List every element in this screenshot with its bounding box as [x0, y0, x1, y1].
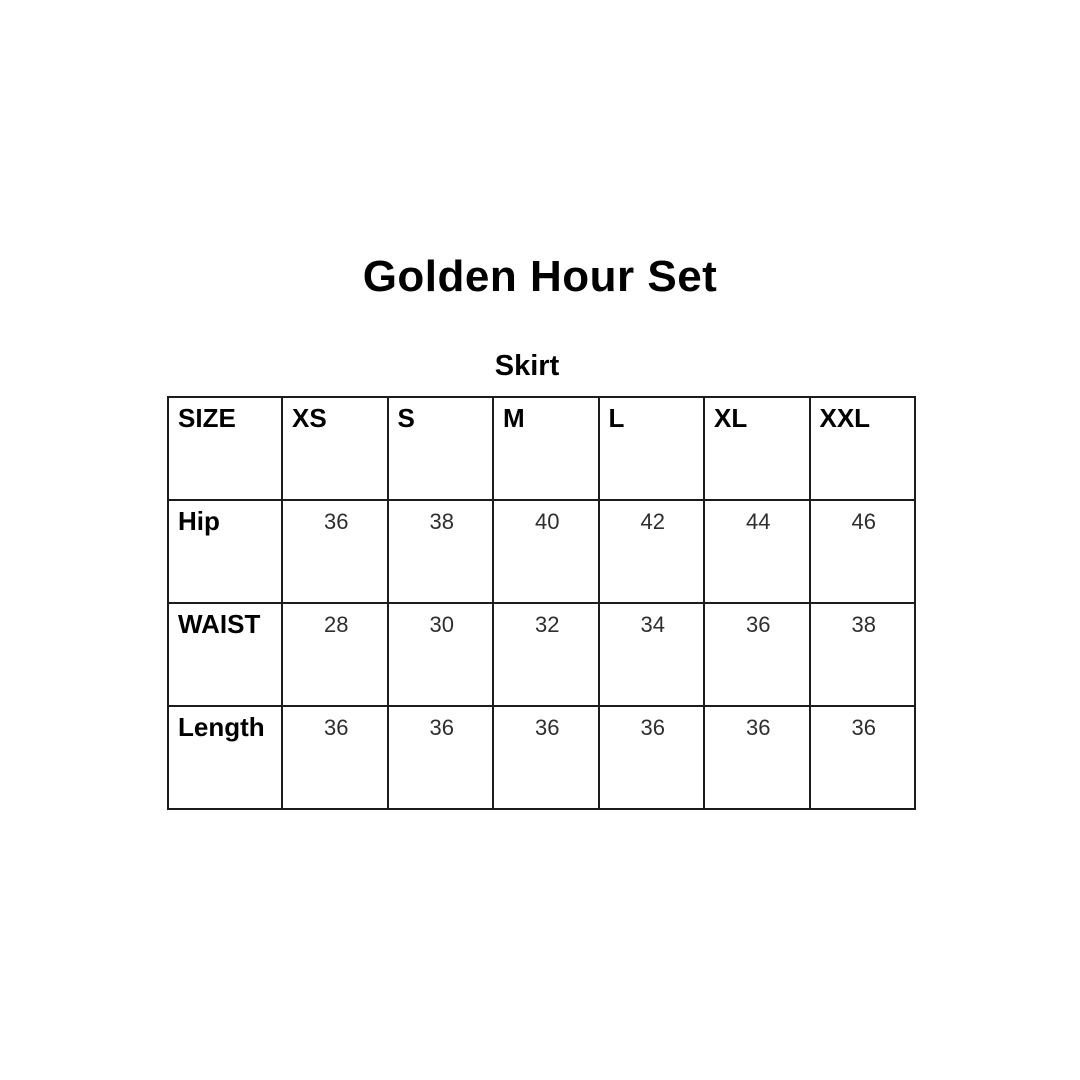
- waist-value-s: 30: [388, 603, 494, 706]
- length-value-s: 36: [388, 706, 494, 809]
- row-label-waist: WAIST: [168, 603, 282, 706]
- waist-value-xl: 36: [704, 603, 810, 706]
- table-header-row: [168, 397, 915, 500]
- waist-value-l: 34: [599, 603, 705, 706]
- header-cell-size: SIZE: [168, 397, 282, 500]
- length-value-xxl: 36: [810, 706, 916, 809]
- row-label-hip: Hip: [168, 500, 282, 603]
- header-cell-s: S: [388, 397, 494, 500]
- row-label-length: Length: [168, 706, 282, 809]
- section-subtitle-skirt: Skirt: [494, 350, 560, 382]
- header-cell-m: M: [493, 397, 599, 500]
- size-chart-table: [167, 396, 916, 810]
- hip-value-s: 38: [388, 500, 494, 603]
- length-value-xl: 36: [704, 706, 810, 809]
- hip-value-xs: 36: [282, 500, 388, 603]
- length-value-l: 36: [599, 706, 705, 809]
- hip-value-xxl: 46: [810, 500, 916, 603]
- header-cell-l: L: [599, 397, 705, 500]
- table-row-length: [168, 706, 915, 809]
- hip-value-m: 40: [493, 500, 599, 603]
- hip-value-xl: 44: [704, 500, 810, 603]
- hip-value-l: 42: [599, 500, 705, 603]
- waist-value-m: 32: [493, 603, 599, 706]
- length-value-m: 36: [493, 706, 599, 809]
- waist-value-xs: 28: [282, 603, 388, 706]
- table-row-waist: [168, 603, 915, 706]
- page-title: Golden Hour Set: [362, 252, 718, 301]
- header-cell-xxl: XXL: [810, 397, 916, 500]
- header-cell-xs: XS: [282, 397, 388, 500]
- waist-value-xxl: 38: [810, 603, 916, 706]
- table-row-hip: [168, 500, 915, 603]
- header-cell-xl: XL: [704, 397, 810, 500]
- length-value-xs: 36: [282, 706, 388, 809]
